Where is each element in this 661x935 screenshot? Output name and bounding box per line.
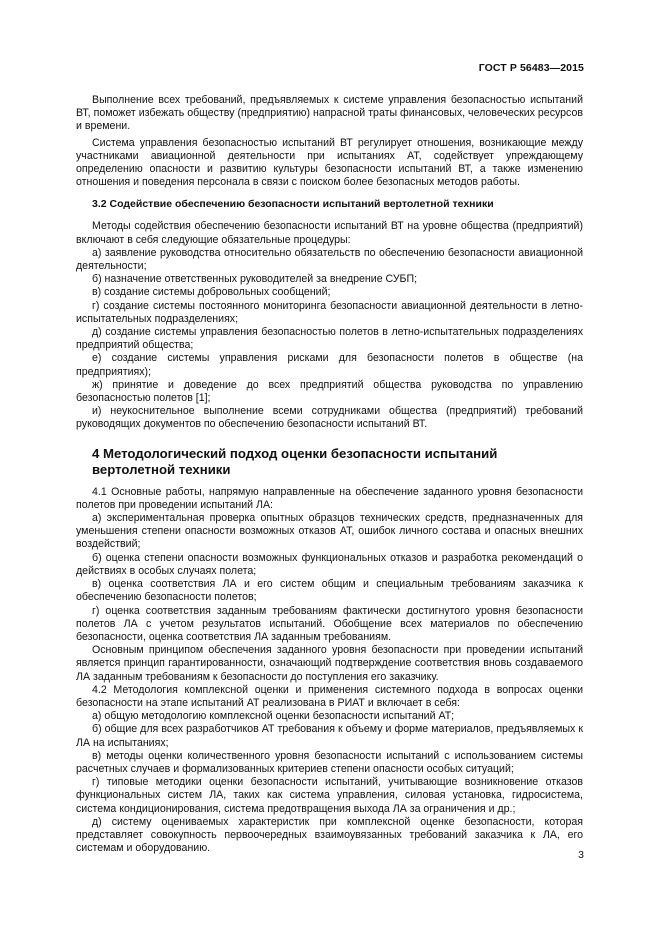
list-item: д) систему оцениваемых характеристик при комплексной оценке безопасности, которая представляет совокупность первоочередных взаимоувязанных требований заказчика к ЛА, его системам и оборудованию. bbox=[76, 815, 583, 855]
list-item: б) общие для всех разработчиков АТ требования к объему и форме материалов, предъявляемых к ЛА на испытаниях; bbox=[76, 723, 583, 749]
standard-number: ГОСТ Р 56483—2015 bbox=[478, 62, 584, 74]
list-item: ж) принятие и доведение до всех предприятий общества руководства по управлению безопасностью полетов [1]; bbox=[76, 378, 583, 405]
list-item: а) заявление руководства относительно обязательств по обеспечению безопасности авиационной деятельности; bbox=[76, 246, 583, 273]
list-item: д) создание системы управления безопасностью полетов в летно-испытательных подразделениях предприятий общества; bbox=[76, 326, 583, 352]
section-heading-4: 4 Методологический подход оценки безопасности испытаний вертолетной техники bbox=[92, 445, 498, 478]
list-item: а) экспериментальная проверка опытных образцов технических средств, предназначенных для уменьшения степени опасности возможных отказов АТ, ошибок личного состава и опасных внешних воздействий; bbox=[76, 512, 583, 551]
paragraph: Выполнение всех требований, предъявляемых к системе управления безопасностью испытаний ВТ, поможет избежать обществу (предприятию) напрасной траты финансовых, человеческих ресурсов и времени. bbox=[76, 94, 583, 133]
paragraph: 4.2 Методология комплексной оценки и применения системного подхода в вопросах оценки безопасности на этапе испытаний АТ реализована в РИАТ и включает в себя: bbox=[76, 683, 583, 709]
paragraph: Основным принципом обеспечения заданного уровня безопасности при проведении испытаний является принцип гарантированности, означающий подтверждение соответствия вновь создаваемого ЛА заданным требованиям к безопасности до поступления его заказчику. bbox=[76, 644, 583, 683]
paragraph: Методы содействия обеспечению безопасности испытаний ВТ на уровне общества (предприятий) включают в себя следующие обязательные процедуры: bbox=[76, 220, 583, 246]
list-item: а) общую методологию комплексной оценки безопасности испытаний АТ; bbox=[92, 710, 455, 723]
list-item: б) назначение ответственных руководителей за внедрение СУБП; bbox=[92, 273, 418, 286]
list-item: в) оценка соответствия ЛА и его систем общим и специальным требованиям заказчика к обеспечению безопасности полетов; bbox=[76, 578, 583, 604]
list-item: г) оценка соответствия заданным требованиям фактически достигнутого уровня безопасности полетов ЛА с учетом результатов испытаний. Обобщение всех материалов по обеспечению безопасности, оценка соответствия ЛА заданным требованиям. bbox=[76, 604, 583, 643]
page-body bbox=[76, 94, 583, 855]
list-item: г) создание системы постоянного мониторинга безопасности авиационной деятельности в летно-испытательных подразделениях; bbox=[76, 299, 583, 325]
paragraph: 4.1 Основные работы, напрямую направленные на обеспечение заданного уровня безопасности полетов при проведении испытаний ЛА: bbox=[76, 485, 583, 511]
page-number: 3 bbox=[578, 849, 584, 861]
list-item: в) методы оценки количественного уровня безопасности испытаний с использованием системы расчетных случаев и формализованных критериев степени опасности особых ситуаций; bbox=[76, 749, 583, 775]
list-item: и) неукоснительное выполнение всеми сотрудниками общества (предприятий) требований руководящих документов по обеспечению безопасности испытаний ВТ. bbox=[76, 405, 583, 431]
list-item: г) типовые методики оценки безопасности испытаний, учитывающие возникновение отказов функциональных систем ЛА, таких как система управления, силовая установка, гидросистема, система кондиционирования, система предотвращения выхода ЛА за ограничения и др.; bbox=[76, 776, 583, 815]
list-item: б) оценка степени опасности возможных функциональных отказов и разработка рекомендаций о действиях в особых случаях полета; bbox=[76, 551, 583, 577]
paragraph: Система управления безопасностью испытаний ВТ регулирует отношения, возникающие между участниками авиационной деятельности при испытаниях АТ, содействует упреждающему определению опасности и развитию культуры безопасности испытаний ВТ, а также изменению отношения и поведения персонала в связи с поиском более безопасных методов работы. bbox=[76, 136, 583, 189]
list-item: в) создание системы добровольных сообщений; bbox=[92, 286, 331, 299]
section-heading-3-2: 3.2 Содействие обеспечению безопасности испытаний вертолетной техники bbox=[92, 198, 494, 211]
list-item: е) создание системы управления рисками для безопасности полетов в обществе (на предприятиях); bbox=[76, 352, 583, 378]
